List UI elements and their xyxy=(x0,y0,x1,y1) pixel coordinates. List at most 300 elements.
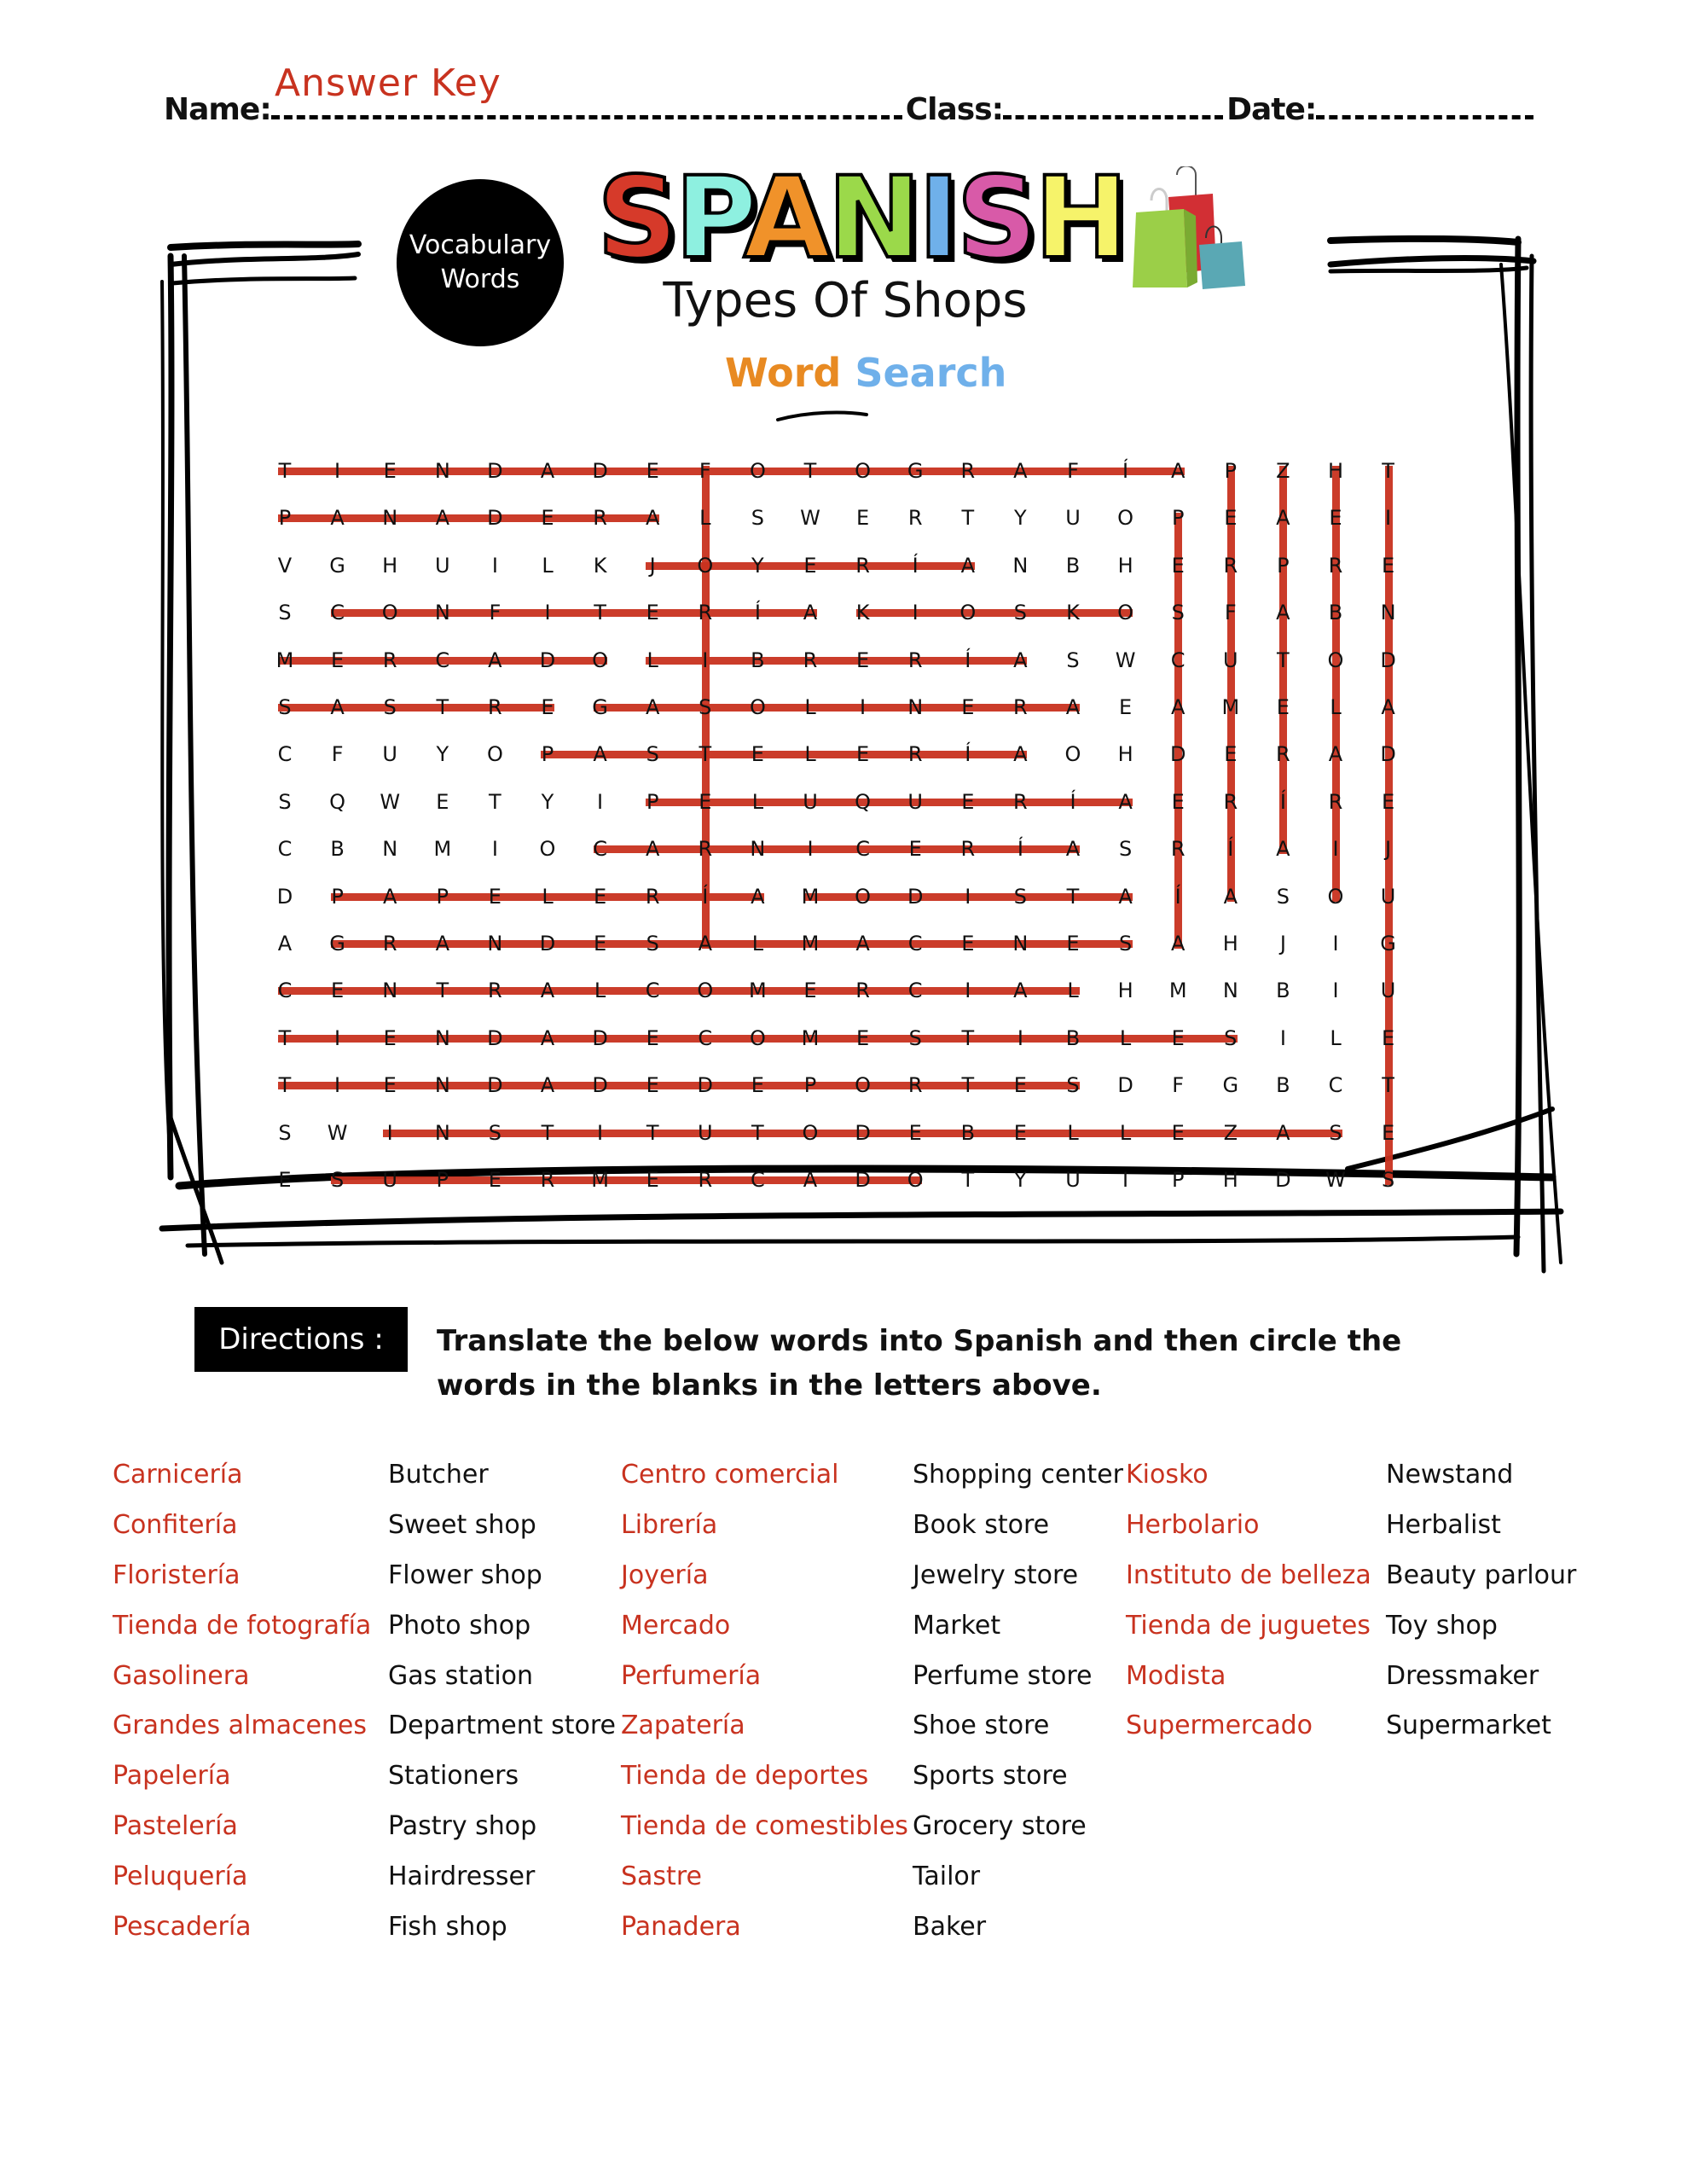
grid-letter[interactable]: D xyxy=(1117,1073,1133,1098)
grid-letter[interactable]: S xyxy=(646,742,659,767)
grid-letter[interactable]: T xyxy=(436,979,449,1003)
grid-letter[interactable]: P xyxy=(541,742,554,767)
grid-letter[interactable]: A xyxy=(1276,506,1290,531)
grid-letter[interactable]: E xyxy=(646,1025,659,1050)
grid-letter[interactable]: E xyxy=(594,884,607,909)
grid-letter[interactable]: P xyxy=(436,884,449,909)
grid-letter[interactable]: E xyxy=(488,1168,501,1192)
grid-letter[interactable]: N xyxy=(382,506,398,531)
grid-letter[interactable]: R xyxy=(488,979,502,1003)
grid-letter[interactable]: O xyxy=(855,1073,872,1098)
grid-letter[interactable]: D xyxy=(855,1120,871,1145)
grid-letter[interactable]: O xyxy=(539,837,556,862)
grid-letter[interactable]: S xyxy=(1329,1120,1342,1145)
grid-letter[interactable]: E xyxy=(488,884,501,909)
grid-letter[interactable]: A xyxy=(960,553,975,578)
grid-letter[interactable]: A xyxy=(540,459,555,483)
grid-letter[interactable]: E xyxy=(1224,506,1238,531)
grid-letter[interactable]: I xyxy=(386,1120,393,1145)
grid-letter[interactable]: E xyxy=(383,1073,397,1098)
grid-letter[interactable]: R xyxy=(960,459,976,483)
grid-letter[interactable]: O xyxy=(855,459,872,483)
grid-letter[interactable]: I xyxy=(491,837,498,862)
grid-letter[interactable]: G xyxy=(329,932,345,956)
grid-letter[interactable]: M xyxy=(433,837,452,862)
grid-letter[interactable]: Q xyxy=(855,789,872,814)
grid-letter[interactable]: R xyxy=(1013,695,1028,719)
grid-letter[interactable]: T xyxy=(1382,459,1394,483)
grid-letter[interactable]: A xyxy=(1276,1120,1290,1145)
grid-letter[interactable]: E xyxy=(436,789,449,814)
grid-letter[interactable]: E xyxy=(1276,695,1290,719)
grid-letter[interactable]: E xyxy=(961,932,975,956)
grid-letter[interactable]: U xyxy=(1065,506,1081,531)
grid-letter[interactable]: M xyxy=(801,884,820,909)
grid-letter[interactable]: E xyxy=(856,1025,870,1050)
grid-letter[interactable]: D xyxy=(276,884,293,909)
grid-letter[interactable]: T xyxy=(594,601,606,625)
grid-letter[interactable]: S xyxy=(330,1168,345,1192)
grid-letter[interactable]: E xyxy=(856,742,870,767)
grid-letter[interactable]: O xyxy=(1327,884,1344,909)
grid-letter[interactable]: G xyxy=(907,459,924,483)
grid-letter[interactable]: N xyxy=(434,1073,450,1098)
grid-letter[interactable]: R xyxy=(1170,837,1186,862)
grid-letter[interactable]: E xyxy=(1224,742,1238,767)
grid-letter[interactable]: P xyxy=(646,789,659,814)
grid-letter[interactable]: S xyxy=(278,695,292,719)
grid-letter[interactable]: A xyxy=(1065,695,1081,719)
grid-letter[interactable]: S xyxy=(1066,648,1080,672)
grid-letter[interactable]: L xyxy=(804,695,816,719)
grid-letter[interactable]: F xyxy=(1224,601,1237,625)
date-blank[interactable] xyxy=(1316,115,1533,119)
grid-letter[interactable]: D xyxy=(487,1025,503,1050)
grid-letter[interactable]: L xyxy=(699,506,711,531)
grid-letter[interactable]: I xyxy=(1017,1025,1023,1050)
grid-letter[interactable]: R xyxy=(1223,553,1238,578)
grid-letter[interactable]: F xyxy=(1172,1073,1185,1098)
grid-letter[interactable]: A xyxy=(1381,695,1395,719)
grid-letter[interactable]: A xyxy=(1170,932,1186,956)
grid-letter[interactable]: L xyxy=(751,789,764,814)
grid-letter[interactable]: A xyxy=(1013,648,1028,672)
grid-letter[interactable]: R xyxy=(593,506,607,531)
grid-letter[interactable]: L xyxy=(646,648,658,672)
grid-letter[interactable]: O xyxy=(749,459,766,483)
grid-letter[interactable]: E xyxy=(1013,1073,1027,1098)
grid-letter[interactable]: B xyxy=(751,648,765,672)
grid-letter[interactable]: T xyxy=(1277,648,1290,672)
grid-letter[interactable]: I xyxy=(334,459,341,483)
grid-letter[interactable]: I xyxy=(965,884,971,909)
grid-letter[interactable]: I xyxy=(491,553,498,578)
grid-letter[interactable]: B xyxy=(330,837,345,862)
grid-letter[interactable]: R xyxy=(382,932,397,956)
grid-letter[interactable]: A xyxy=(698,932,712,956)
grid-letter[interactable]: D xyxy=(487,1073,503,1098)
grid-letter[interactable]: R xyxy=(698,601,713,625)
grid-letter[interactable]: A xyxy=(540,979,555,1003)
grid-letter[interactable]: K xyxy=(1066,601,1080,625)
grid-letter[interactable]: E xyxy=(856,506,870,531)
grid-letter[interactable]: H xyxy=(1222,932,1238,956)
grid-letter[interactable]: A xyxy=(488,648,502,672)
grid-letter[interactable]: T xyxy=(278,1025,292,1050)
grid-letter[interactable]: D xyxy=(1380,648,1396,672)
grid-letter[interactable]: E xyxy=(1171,789,1185,814)
grid-letter[interactable]: D xyxy=(1169,742,1186,767)
grid-letter[interactable]: C xyxy=(907,979,923,1003)
grid-letter[interactable]: E xyxy=(856,648,870,672)
grid-letter[interactable]: Í xyxy=(1174,884,1181,909)
grid-letter[interactable]: W xyxy=(1325,1168,1346,1192)
grid-letter[interactable]: I xyxy=(860,695,867,719)
grid-letter[interactable]: E xyxy=(803,553,817,578)
grid-letter[interactable]: A xyxy=(540,1073,555,1098)
grid-letter[interactable]: G xyxy=(1222,1073,1239,1098)
grid-letter[interactable]: U xyxy=(1065,1168,1081,1192)
grid-letter[interactable]: N xyxy=(1012,553,1029,578)
grid-letter[interactable]: W xyxy=(380,789,401,814)
grid-letter[interactable]: T xyxy=(278,1073,292,1098)
grid-letter[interactable]: P xyxy=(1171,506,1185,531)
grid-letter[interactable]: R xyxy=(907,1073,923,1098)
grid-letter[interactable]: N xyxy=(1222,979,1238,1003)
grid-letter[interactable]: V xyxy=(277,553,293,578)
grid-letter[interactable]: S xyxy=(278,1120,292,1145)
grid-letter[interactable]: D xyxy=(592,459,608,483)
grid-letter[interactable]: A xyxy=(855,932,870,956)
grid-letter[interactable]: R xyxy=(1328,553,1343,578)
grid-letter[interactable]: A xyxy=(645,837,660,862)
grid-letter[interactable]: E xyxy=(278,1168,292,1192)
grid-letter[interactable]: D xyxy=(539,648,556,672)
grid-letter[interactable]: M xyxy=(275,648,294,672)
grid-letter[interactable]: S xyxy=(908,1025,922,1050)
grid-letter[interactable]: T xyxy=(1066,884,1080,909)
grid-letter[interactable]: S xyxy=(1066,1073,1080,1098)
grid-letter[interactable]: E xyxy=(1382,553,1395,578)
grid-letter[interactable]: R xyxy=(698,1168,713,1192)
grid-letter[interactable]: A xyxy=(435,932,449,956)
grid-letter[interactable]: G xyxy=(592,695,608,719)
grid-letter[interactable]: C xyxy=(855,837,870,862)
grid-letter[interactable]: I xyxy=(912,601,919,625)
grid-letter[interactable]: L xyxy=(1067,1120,1079,1145)
grid-letter[interactable]: Í xyxy=(965,648,971,672)
grid-letter[interactable]: E xyxy=(1382,1025,1395,1050)
grid-letter[interactable]: U xyxy=(1223,648,1238,672)
grid-letter[interactable]: P xyxy=(1277,553,1290,578)
grid-letter[interactable]: B xyxy=(960,1120,976,1145)
grid-letter[interactable]: W xyxy=(1115,648,1136,672)
grid-letter[interactable]: A xyxy=(1013,742,1028,767)
grid-letter[interactable]: I xyxy=(1332,932,1339,956)
grid-letter[interactable]: R xyxy=(907,742,923,767)
grid-letter[interactable]: N xyxy=(434,1025,450,1050)
grid-letter[interactable]: E xyxy=(751,1073,764,1098)
grid-letter[interactable]: T xyxy=(961,506,975,531)
grid-letter[interactable]: R xyxy=(698,837,713,862)
grid-letter[interactable]: B xyxy=(1276,1073,1290,1098)
grid-letter[interactable]: L xyxy=(1330,695,1342,719)
grid-letter[interactable]: Z xyxy=(1223,1120,1238,1145)
grid-letter[interactable]: E xyxy=(908,837,922,862)
grid-letter[interactable]: A xyxy=(751,884,765,909)
grid-letter[interactable]: R xyxy=(1013,789,1028,814)
grid-letter[interactable]: L xyxy=(804,742,816,767)
grid-letter[interactable]: C xyxy=(277,979,293,1003)
grid-letter[interactable]: T xyxy=(699,742,712,767)
grid-letter[interactable]: G xyxy=(1380,932,1396,956)
grid-letter[interactable]: F xyxy=(331,742,344,767)
grid-letter[interactable]: S xyxy=(1381,1168,1395,1192)
grid-letter[interactable]: P xyxy=(436,1168,449,1192)
grid-letter[interactable]: N xyxy=(1380,601,1396,625)
grid-letter[interactable]: N xyxy=(434,601,450,625)
grid-letter[interactable]: Q xyxy=(329,789,346,814)
grid-letter[interactable]: R xyxy=(1276,742,1290,767)
grid-letter[interactable]: I xyxy=(1332,837,1339,862)
grid-letter[interactable]: E xyxy=(1329,506,1342,531)
grid-letter[interactable]: T xyxy=(646,1120,659,1145)
grid-letter[interactable]: T xyxy=(751,1120,764,1145)
grid-letter[interactable]: A xyxy=(1118,789,1133,814)
grid-letter[interactable]: Í xyxy=(965,742,971,767)
grid-letter[interactable]: A xyxy=(645,695,660,719)
grid-letter[interactable]: E xyxy=(803,979,817,1003)
grid-letter[interactable]: R xyxy=(382,648,397,672)
grid-letter[interactable]: C xyxy=(593,837,607,862)
grid-letter[interactable]: S xyxy=(1224,1025,1238,1050)
grid-letter[interactable]: A xyxy=(1065,837,1081,862)
grid-letter[interactable]: R xyxy=(488,695,502,719)
grid-letter[interactable]: R xyxy=(907,506,923,531)
grid-letter[interactable]: D xyxy=(487,459,503,483)
grid-letter[interactable]: I xyxy=(1122,1168,1129,1192)
grid-letter[interactable]: A xyxy=(382,884,397,909)
grid-letter[interactable]: N xyxy=(487,932,503,956)
grid-letter[interactable]: T xyxy=(278,459,292,483)
grid-letter[interactable]: Í xyxy=(1017,837,1023,862)
grid-letter[interactable]: A xyxy=(1223,884,1238,909)
grid-letter[interactable]: O xyxy=(592,648,609,672)
grid-letter[interactable]: R xyxy=(645,884,660,909)
grid-letter[interactable]: A xyxy=(1170,459,1186,483)
grid-letter[interactable]: C xyxy=(435,648,450,672)
grid-letter[interactable]: E xyxy=(908,1120,922,1145)
grid-letter[interactable]: S xyxy=(278,789,292,814)
grid-letter[interactable]: I xyxy=(597,1120,604,1145)
grid-letter[interactable]: H xyxy=(382,553,398,578)
grid-letter[interactable]: A xyxy=(593,742,607,767)
grid-letter[interactable]: A xyxy=(1276,601,1290,625)
grid-letter[interactable]: A xyxy=(540,1025,555,1050)
grid-letter[interactable]: T xyxy=(1382,1073,1394,1098)
grid-letter[interactable]: A xyxy=(330,695,345,719)
grid-letter[interactable]: J xyxy=(1279,932,1286,956)
grid-letter[interactable]: M xyxy=(1221,695,1240,719)
grid-letter[interactable]: O xyxy=(381,601,398,625)
grid-letter[interactable]: O xyxy=(1064,742,1081,767)
grid-letter[interactable]: S xyxy=(488,1120,501,1145)
grid-letter[interactable]: N xyxy=(434,459,450,483)
grid-letter[interactable]: T xyxy=(541,1120,554,1145)
grid-letter[interactable]: A xyxy=(803,1168,818,1192)
grid-letter[interactable]: R xyxy=(907,648,923,672)
grid-letter[interactable]: E xyxy=(331,648,345,672)
grid-letter[interactable]: S xyxy=(1013,601,1027,625)
grid-letter[interactable]: O xyxy=(749,695,766,719)
grid-letter[interactable]: A xyxy=(277,932,293,956)
grid-letter[interactable]: O xyxy=(749,1025,766,1050)
grid-letter[interactable]: Í xyxy=(912,553,919,578)
grid-letter[interactable]: E xyxy=(1119,695,1133,719)
grid-letter[interactable]: Í xyxy=(754,601,761,625)
grid-letter[interactable]: R xyxy=(1328,789,1343,814)
grid-letter[interactable]: U xyxy=(698,1120,713,1145)
grid-letter[interactable]: U xyxy=(907,789,923,814)
grid-letter[interactable]: C xyxy=(907,932,923,956)
grid-letter[interactable]: E xyxy=(646,601,659,625)
grid-letter[interactable]: L xyxy=(1330,1025,1342,1050)
grid-letter[interactable]: E xyxy=(594,932,607,956)
grid-letter[interactable]: K xyxy=(855,601,870,625)
grid-letter[interactable]: E xyxy=(541,506,554,531)
grid-letter[interactable]: O xyxy=(697,979,714,1003)
grid-letter[interactable]: D xyxy=(592,1073,608,1098)
grid-letter[interactable]: O xyxy=(855,884,872,909)
grid-letter[interactable]: O xyxy=(959,601,977,625)
grid-letter[interactable]: S xyxy=(1013,884,1027,909)
grid-letter[interactable]: P xyxy=(1171,1168,1185,1192)
grid-letter[interactable]: C xyxy=(751,1168,765,1192)
grid-letter[interactable]: L xyxy=(1067,979,1079,1003)
grid-letter[interactable]: D xyxy=(697,1073,714,1098)
grid-letter[interactable]: I xyxy=(597,789,604,814)
grid-letter[interactable]: Y xyxy=(1014,506,1027,531)
grid-letter[interactable]: L xyxy=(1119,1120,1132,1145)
grid-letter[interactable]: E xyxy=(699,789,712,814)
grid-letter[interactable]: F xyxy=(489,601,501,625)
grid-letter[interactable]: S xyxy=(751,506,764,531)
grid-letter[interactable]: D xyxy=(907,884,924,909)
grid-letter[interactable]: F xyxy=(699,459,711,483)
grid-letter[interactable]: S xyxy=(1276,884,1290,909)
grid-letter[interactable]: T xyxy=(961,1025,975,1050)
grid-letter[interactable]: L xyxy=(751,932,764,956)
grid-letter[interactable]: I xyxy=(1385,506,1392,531)
grid-letter[interactable]: R xyxy=(855,553,870,578)
grid-letter[interactable]: S xyxy=(1118,837,1133,862)
grid-letter[interactable]: Í xyxy=(1227,837,1234,862)
grid-letter[interactable]: I xyxy=(544,601,551,625)
grid-letter[interactable]: E xyxy=(1013,1120,1027,1145)
grid-letter[interactable]: N xyxy=(750,837,766,862)
grid-letter[interactable]: C xyxy=(277,837,293,862)
grid-letter[interactable]: A xyxy=(803,601,818,625)
grid-letter[interactable]: O xyxy=(802,1120,819,1145)
grid-letter[interactable]: D xyxy=(1380,742,1396,767)
grid-letter[interactable]: E xyxy=(646,1168,659,1192)
grid-letter[interactable]: M xyxy=(1168,979,1187,1003)
grid-letter[interactable]: H xyxy=(1117,553,1133,578)
grid-letter[interactable]: P xyxy=(803,1073,817,1098)
grid-letter[interactable]: I xyxy=(702,648,709,672)
grid-letter[interactable]: A xyxy=(645,506,660,531)
grid-letter[interactable]: E xyxy=(383,459,397,483)
grid-letter[interactable]: F xyxy=(1067,459,1079,483)
grid-letter[interactable]: T xyxy=(436,695,449,719)
grid-letter[interactable]: K xyxy=(593,553,607,578)
grid-letter[interactable]: L xyxy=(1119,1025,1132,1050)
grid-letter[interactable]: W xyxy=(800,506,820,531)
grid-letter[interactable]: L xyxy=(542,884,554,909)
name-blank[interactable] xyxy=(271,115,902,119)
grid-letter[interactable]: H xyxy=(1222,1168,1238,1192)
grid-letter[interactable]: J xyxy=(649,553,656,578)
grid-letter[interactable]: M xyxy=(801,1025,820,1050)
grid-letter[interactable]: R xyxy=(855,979,870,1003)
grid-letter[interactable]: M xyxy=(801,932,820,956)
grid-letter[interactable]: L xyxy=(542,553,554,578)
grid-letter[interactable]: B xyxy=(1065,553,1081,578)
grid-letter[interactable]: S xyxy=(383,695,397,719)
class-blank[interactable] xyxy=(1003,115,1223,119)
grid-letter[interactable]: U xyxy=(435,553,450,578)
grid-letter[interactable]: C xyxy=(330,601,345,625)
grid-letter[interactable]: Í xyxy=(702,884,709,909)
grid-letter[interactable]: H xyxy=(1117,742,1133,767)
grid-letter[interactable]: C xyxy=(645,979,660,1003)
grid-letter[interactable]: E xyxy=(1171,553,1185,578)
grid-letter[interactable]: H xyxy=(1117,979,1133,1003)
grid-letter[interactable]: B xyxy=(1276,979,1290,1003)
grid-letter[interactable]: G xyxy=(329,553,345,578)
grid-letter[interactable]: W xyxy=(327,1120,348,1145)
grid-letter[interactable]: E xyxy=(1066,932,1080,956)
grid-letter[interactable]: U xyxy=(1380,884,1396,909)
grid-letter[interactable]: E xyxy=(1382,1120,1395,1145)
grid-letter[interactable]: T xyxy=(961,1168,975,1192)
grid-letter[interactable]: A xyxy=(1170,695,1186,719)
grid-letter[interactable]: D xyxy=(592,1025,608,1050)
grid-letter[interactable]: S xyxy=(1171,601,1185,625)
grid-letter[interactable]: A xyxy=(435,506,449,531)
grid-letter[interactable]: N xyxy=(1012,932,1029,956)
grid-letter[interactable]: D xyxy=(539,932,556,956)
grid-letter[interactable]: C xyxy=(277,742,293,767)
grid-letter[interactable]: O xyxy=(697,553,714,578)
grid-letter[interactable]: L xyxy=(594,979,606,1003)
grid-letter[interactable]: T xyxy=(489,789,501,814)
grid-letter[interactable]: Y xyxy=(1014,1168,1027,1192)
grid-letter[interactable]: S xyxy=(699,695,712,719)
grid-letter[interactable]: C xyxy=(1170,648,1186,672)
grid-letter[interactable]: P xyxy=(278,506,292,531)
grid-letter[interactable]: E xyxy=(1171,1025,1185,1050)
grid-letter[interactable]: E xyxy=(961,695,975,719)
grid-letter[interactable]: M xyxy=(749,979,767,1003)
grid-letter[interactable]: D xyxy=(1275,1168,1291,1192)
grid-letter[interactable]: D xyxy=(487,506,503,531)
grid-letter[interactable]: P xyxy=(331,884,344,909)
grid-letter[interactable]: T xyxy=(961,1073,975,1098)
grid-letter[interactable]: D xyxy=(855,1168,871,1192)
grid-letter[interactable]: Í xyxy=(1122,459,1129,483)
grid-letter[interactable]: A xyxy=(1013,979,1028,1003)
